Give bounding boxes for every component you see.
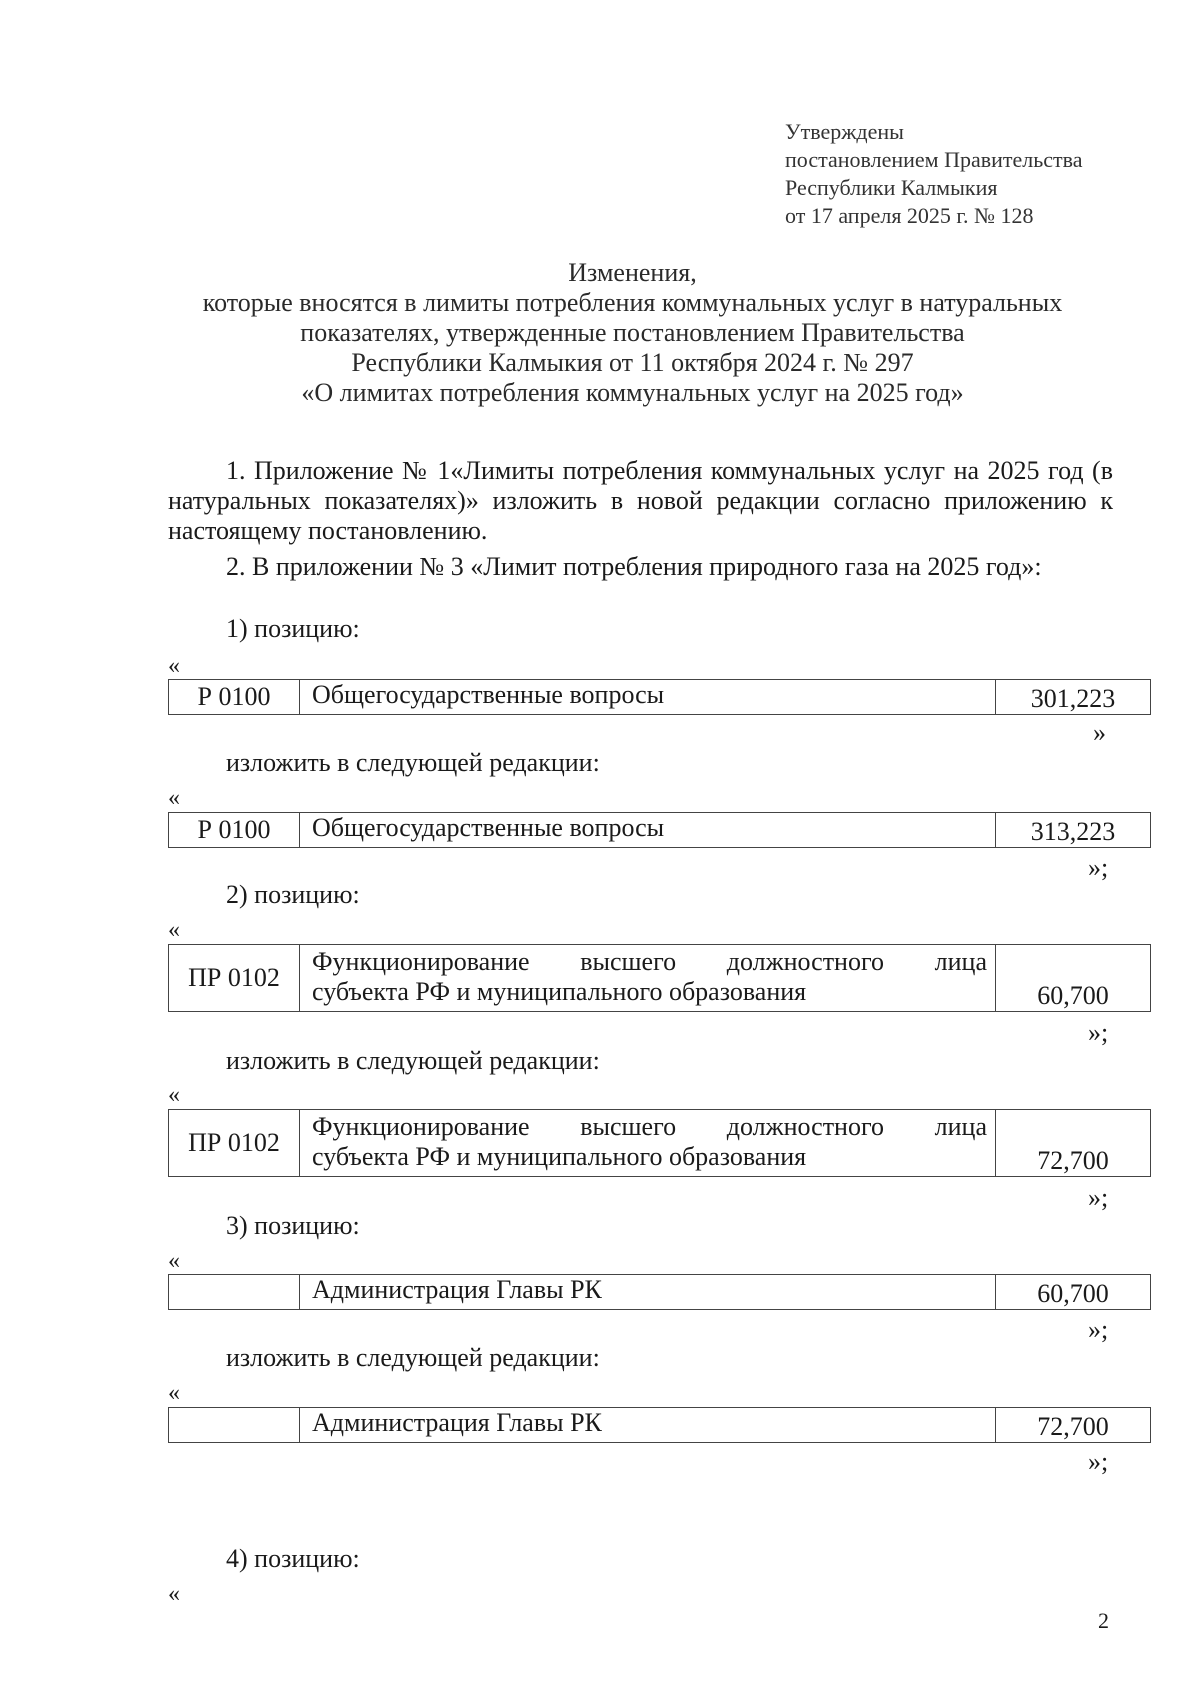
quote-close: » (1093, 718, 1106, 747)
quote-open: « (168, 653, 180, 679)
table-row (168, 1274, 1151, 1310)
title-line: Республики Калмыкия от 11 октября 2024 г. № 297 (351, 348, 914, 377)
row-code: Р 0100 (169, 813, 300, 847)
table-row (168, 1407, 1151, 1443)
title-line: Изменения, (568, 258, 697, 287)
row-code: Р 0100 (169, 680, 300, 714)
row-name (300, 945, 996, 1011)
row-name-line: субъекта РФ и муниципального образования (312, 1142, 807, 1171)
quote-open: « (168, 1581, 180, 1607)
quote-close: »; (1088, 1447, 1109, 1476)
row-name: Общегосударственные вопросы (300, 813, 996, 847)
table-row (168, 812, 1151, 848)
approval-line: постановлением Правительства (785, 147, 1083, 172)
row-value: 313,223 (1030, 817, 1116, 846)
approval-line: Республики Калмыкия (785, 175, 998, 200)
table-row (168, 1109, 1151, 1177)
row-code (169, 1408, 300, 1442)
row-code (169, 1275, 300, 1309)
replace-label: изложить в следующей редакции: (226, 1046, 600, 1075)
document-title (150, 258, 1115, 408)
title-line: показателях, утвержденные постановлением Правительства (300, 318, 965, 347)
quote-close: »; (1088, 1018, 1109, 1047)
approval-line: от 17 апреля 2025 г. № 128 (785, 203, 1034, 228)
row-code: ПР 0102 (169, 945, 300, 1011)
row-name-line: субъекта РФ и муниципального образования (312, 977, 807, 1006)
quote-open: « (168, 1248, 180, 1274)
item-2-label: 2) позицию: (226, 880, 360, 909)
quote-close: »; (1088, 1183, 1109, 1212)
replace-label: изложить в следующей редакции: (226, 1343, 600, 1372)
row-value: 60,700 (1037, 1279, 1109, 1308)
quote-open: « (168, 917, 180, 943)
row-name: Администрация Главы РК (300, 1408, 996, 1442)
title-line: которые вносятся в лимиты потребления коммунальных услуг в натуральных (202, 288, 1063, 317)
page-number: 2 (1098, 1608, 1109, 1633)
title-line: «О лимитах потребления коммунальных услуг на 2025 год» (301, 378, 964, 407)
paragraph-2: 2. В приложении № 3 «Лимит потребления природного газа на 2025 год»: (226, 552, 1042, 581)
row-value: 72,700 (1037, 1412, 1109, 1441)
quote-close: »; (1088, 1315, 1109, 1344)
quote-close: »; (1088, 853, 1109, 882)
quote-open: « (168, 1380, 180, 1406)
row-name-line: Функционирование высшего должностного лица (312, 947, 987, 976)
replace-label: изложить в следующей редакции: (226, 748, 600, 777)
row-name-line: Функционирование высшего должностного лица (312, 1112, 987, 1141)
item-1-label: 1) позицию: (226, 614, 360, 643)
row-name: Общегосударственные вопросы (300, 680, 996, 714)
row-value: 60,700 (1037, 981, 1109, 1010)
approval-line: Утверждены (785, 119, 904, 144)
quote-open: « (168, 1082, 180, 1108)
table-row (168, 944, 1151, 1012)
row-value: 301,223 (1030, 684, 1116, 713)
approval-stamp (785, 118, 1083, 230)
row-code: ПР 0102 (169, 1110, 300, 1176)
paragraph-1: 1. Приложение № 1«Лимиты потребления коммунальных услуг на 2025 год (в натуральных показателях)» изложить в новой редакции согласно приложению к настоящему постановлению. (168, 456, 1113, 545)
row-value: 72,700 (1037, 1146, 1109, 1175)
row-name (300, 1110, 996, 1176)
row-name: Администрация Главы РК (300, 1275, 996, 1309)
table-row (168, 679, 1151, 715)
item-4-label: 4) позицию: (226, 1544, 360, 1573)
quote-open: « (168, 785, 180, 811)
item-3-label: 3) позицию: (226, 1211, 360, 1240)
